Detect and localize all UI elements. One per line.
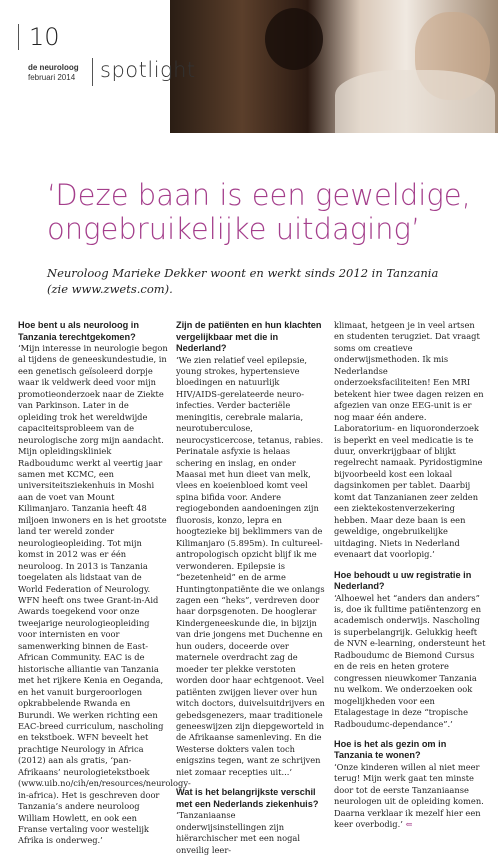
question-1: Hoe bent u als neuroloog in Tanzania terechtgekomen? [18,320,139,342]
section-title: spotlight [100,58,196,82]
header-photo [170,0,498,133]
column-3 [334,320,486,831]
end-arrow-icon: ⇐ [405,819,413,830]
headline-line-2: ongebruikelijke uitdaging’ [47,212,421,246]
column-1 [18,320,191,847]
answer-1: ‘Mijn interesse in neurologie begon al tijdens de geneeskundestudie, in een genetisch geïsoleerd dorpje waar ik veldwerk deed voor mijn promotieonderzoek naar de Ziekte van Parkinson. Later in de opleiding trok het wereldwijde capaciteitsprobleem van de neurologische zorg mijn aandacht. Mijn opleidingskliniek Radboudumc werkt al veertig jaar samen met KCMC, een universiteitsziekenhuis in Moshi aan de voet van Mount Kilimanjaro. Tanzania heeft 48 miljoen inwoners en is het grootste land ter wereld zonder neurologieopleiding. Tot mijn komst in 2012 was er één neuroloog. In 2013 is Tanzania toegelaten als lidstaat van de World Federation of Neurology. WFN heeft ons twee Grant-in-Aid Awards toegekend voor onze tweejarige neurologieopleiding voor internisten en voor samenwerking binnen de East-African Community. EAC is de historische alliantie van Tanzania met het rijkere Kenia en Oeganda, en het vanuit burgeroorlogen opkrabbelende Rwanda en Burundi. We werken richting een EAC-breed curriculum, nascholing en tekstboek. WFN beveelt het prachtige Neurology in Africa (2012) aan als gratis, ‘pan-Afrikaans’ neurologietekstboek (www.uib.no/cih/en/resources/neurology-in-africa). Het is geschreven door Tanzania’s andere neuroloog William Howlett, en ook een Franse vertaling voor westelijk Afrika is onderweg.’ [18,343,191,846]
lead-line-2: (zie www.zwets.com). [47,282,173,296]
divider [92,58,93,86]
answer-2: ‘We zien relatief veel epilepsie, young strokes, hypertensieve bloedingen en natuurlijk HIV/AIDS-gerelateerde neuro-infecties. Verder bacteriële meningitis, cerebrale malaria, neurotuberculose, neurocysticercose, tetanus, rabies. Perinatale asfyxie is helaas schering en inslag, en onder Maasai met hun dieet van melk, vlees en koeienbloed komt veel spina bifida voor. Andere regiogebonden aandoeningen zijn fluorosis, konzo, lepra en hoogtezieke bij beklimmers van de Kilimanjaro (5.895m). In cultureel-antropologisch opzicht blijf ik me verwonderen. Epilepsie is “bezetenheid” en de arme Huntingtonpatiënte die we onlangs zagen een “heks”, verdreven door haar dorpsgenoten. De hooglerar Kindergeneeskunde die, in bijzijn van drie jongens met Duchenne en hun ouders, doceerde over maternele overdracht zag de moeder ter plekke verstoten worden door haar echtgenoot. Veel patiënten zwijgen liever over hun witch doctors, duivelsuitdrijvers en gebedsgenezers, maar traditionele geneeswijzen zijn diepgeworteld in de Afrikaanse samenleving. En die Westerse dokters valen toch enigszins tegen, want ze schrijven niet zomaar recepties uit...’ [176,354,325,777]
lead-line-1: Neuroloog Marieke Dekker woont en werkt sinds 2012 in Tanzania [47,266,439,280]
answer-4: ‘Alhoewel het “anders dan anders” is, doe ik fulltime patiëntenzorg en academisch onderwijs. Nascholing is superbelangrijk. Gelukkig heeft de NVN e-learning, ondersteunt het Radboudumc de Biemond Cursus en de reis en heten grotere congressen nieuwkomer Tanzania nu welkom. We onderzoeken ook mogelijkheden voor een Etalagestage in deze “tropische Radboudumc-dependance”.’ [334,592,486,729]
magazine-name: de neuroloog [28,63,79,72]
issue-date: februari 2014 [28,73,76,82]
question-3: Wat is het belangrijkste verschil met een Nederlands ziekenhuis? [176,787,319,809]
article-lead [47,265,487,297]
column-2 [176,320,326,856]
answer-5-text: ‘Onze kinderen willen al niet meer terug! Mijn werk gaat ten minste door tot de eerste Tanzaniaanse neurologen uit de opleiding komen. Daarna verklaar ik mezelf hier een keer overbodig.’ [334,761,484,830]
answer-5 [334,762,486,831]
page-number: 10 [18,24,60,50]
question-2: Zijn de patiënten en hun klachten vergelijkbaar met die in Nederland? [176,320,322,353]
answer-3-start: ‘Tanzaniaanse onderwijsinstellingen zijn hiërarchischer met een nogal onveilig leer- [176,810,300,855]
question-5: Hoe is het als gezin om in Tanzania te wonen? [334,738,447,761]
article-headline [47,178,487,246]
question-4: Hoe behoudt u uw registratie in Nederland? [334,569,472,592]
answer-3-continued: klimaat, hetgeen je in veel artsen en studenten terugziet. Dat vraagt soms om creatieve onderwijsmethoden. Ik mis Nederlandse onderzoeksfaciliteiten! Een MRI betekent hier twee dagen reizen en afgezien van onze EEG-unit is er nog maar één andere. Laboratorium- en liquoronderzoek is beperkt en veel medicatie is te duur, onverkrijgbaar of blijkt regelrecht namaak. Pyridostigmine bijvoorbeeld kost een lokaal dagsinkomen per tablet. Daarbij komt dat Tanzanianen zeer zelden een ziektekostenverzekering hebben. Maar deze baan is een geweldige, ongebruikelijke uitdaging. Niets in Nederland evenaart dat voorlopig.’ [334,320,484,560]
headline-line-1: ‘Deze baan is een geweldige, [47,178,471,212]
